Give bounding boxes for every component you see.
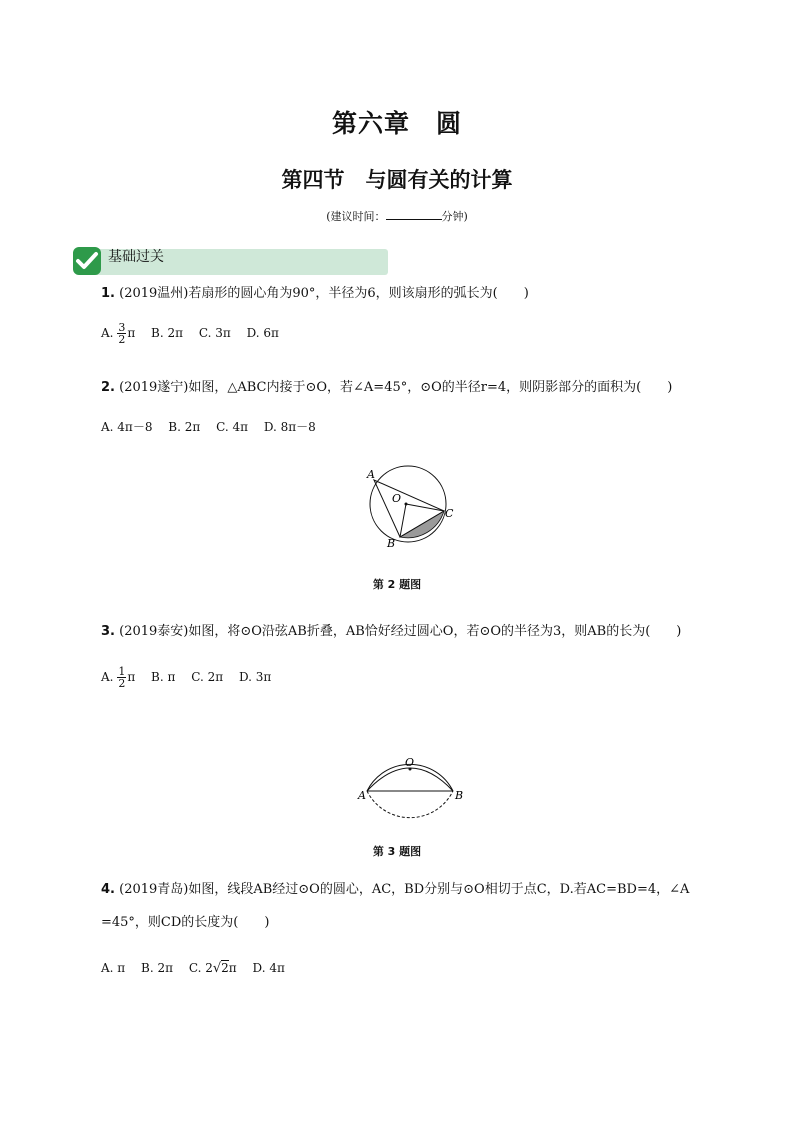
label-b: B: [455, 789, 464, 802]
question-2-figure: [360, 458, 460, 552]
checkmark-icon: [72, 246, 102, 276]
label-b: B: [387, 537, 396, 550]
section-title: 第四节 与圆有关的计算: [281, 168, 513, 192]
question-4-options: A. π B. 2π C. 2√2π D. 4π: [101, 961, 285, 976]
time-blank: [386, 209, 442, 220]
triangle-abc: [374, 480, 444, 537]
time-prefix: (建议时间：: [326, 210, 386, 223]
question-3-figure: [355, 725, 465, 825]
label-a: A: [358, 789, 366, 802]
question-1: 1. (2019温州)若扇形的圆心角为90°，半径为6，则该扇形的弧长为( ): [101, 286, 529, 301]
chapter-title: 第六章 圆: [331, 109, 462, 138]
fraction: $\frac{1}{2}$: [118, 665, 126, 690]
question-4-line-2: =45°，则CD的长度为( ): [101, 915, 270, 930]
question-2: 2. (2019遂宁)如图，△ABC内接于⊙O，若∠A=45°，⊙O的半径r=4，则阴影部分的面积为( ): [101, 380, 673, 395]
figure-2-caption: 第 2 题图: [372, 578, 422, 591]
question-4-line-1: 4. (2019青岛)如图，线段AB经过⊙O的圆心，AC，BD分别与⊙O相切于点C，D.若AC=BD=4，∠A: [101, 882, 690, 897]
question-1-options: A. $\frac{3}{2}$ π B. 2π C. 3π D. 6π: [101, 321, 279, 346]
label-c: C: [445, 507, 454, 520]
label-a: A: [367, 468, 375, 481]
figure-3-caption: 第 3 题图: [372, 845, 422, 858]
banner-label: 基础过关: [108, 249, 164, 265]
fraction: $\frac{3}{2}$: [118, 321, 126, 346]
time-suffix: 分钟): [441, 210, 468, 223]
folded-arc: [367, 768, 453, 791]
suggested-time: [0, 208, 794, 224]
center-dot: [405, 503, 408, 506]
circle-lower-arc-dashed: [367, 791, 453, 818]
question-2-options: A. 4π－8 B. 2π C. 4π D. 8π－8: [101, 420, 316, 434]
label-o: O: [405, 756, 415, 769]
question-3-options: A. $\frac{1}{2}$ π B. π C. 2π D. 3π: [101, 665, 272, 690]
label-o: O: [392, 492, 402, 505]
question-3: 3. (2019泰安)如图，将⊙O沿弦AB折叠，AB恰好经过圆心O，若⊙O的半径为3，则AB的长为( ): [101, 624, 682, 639]
